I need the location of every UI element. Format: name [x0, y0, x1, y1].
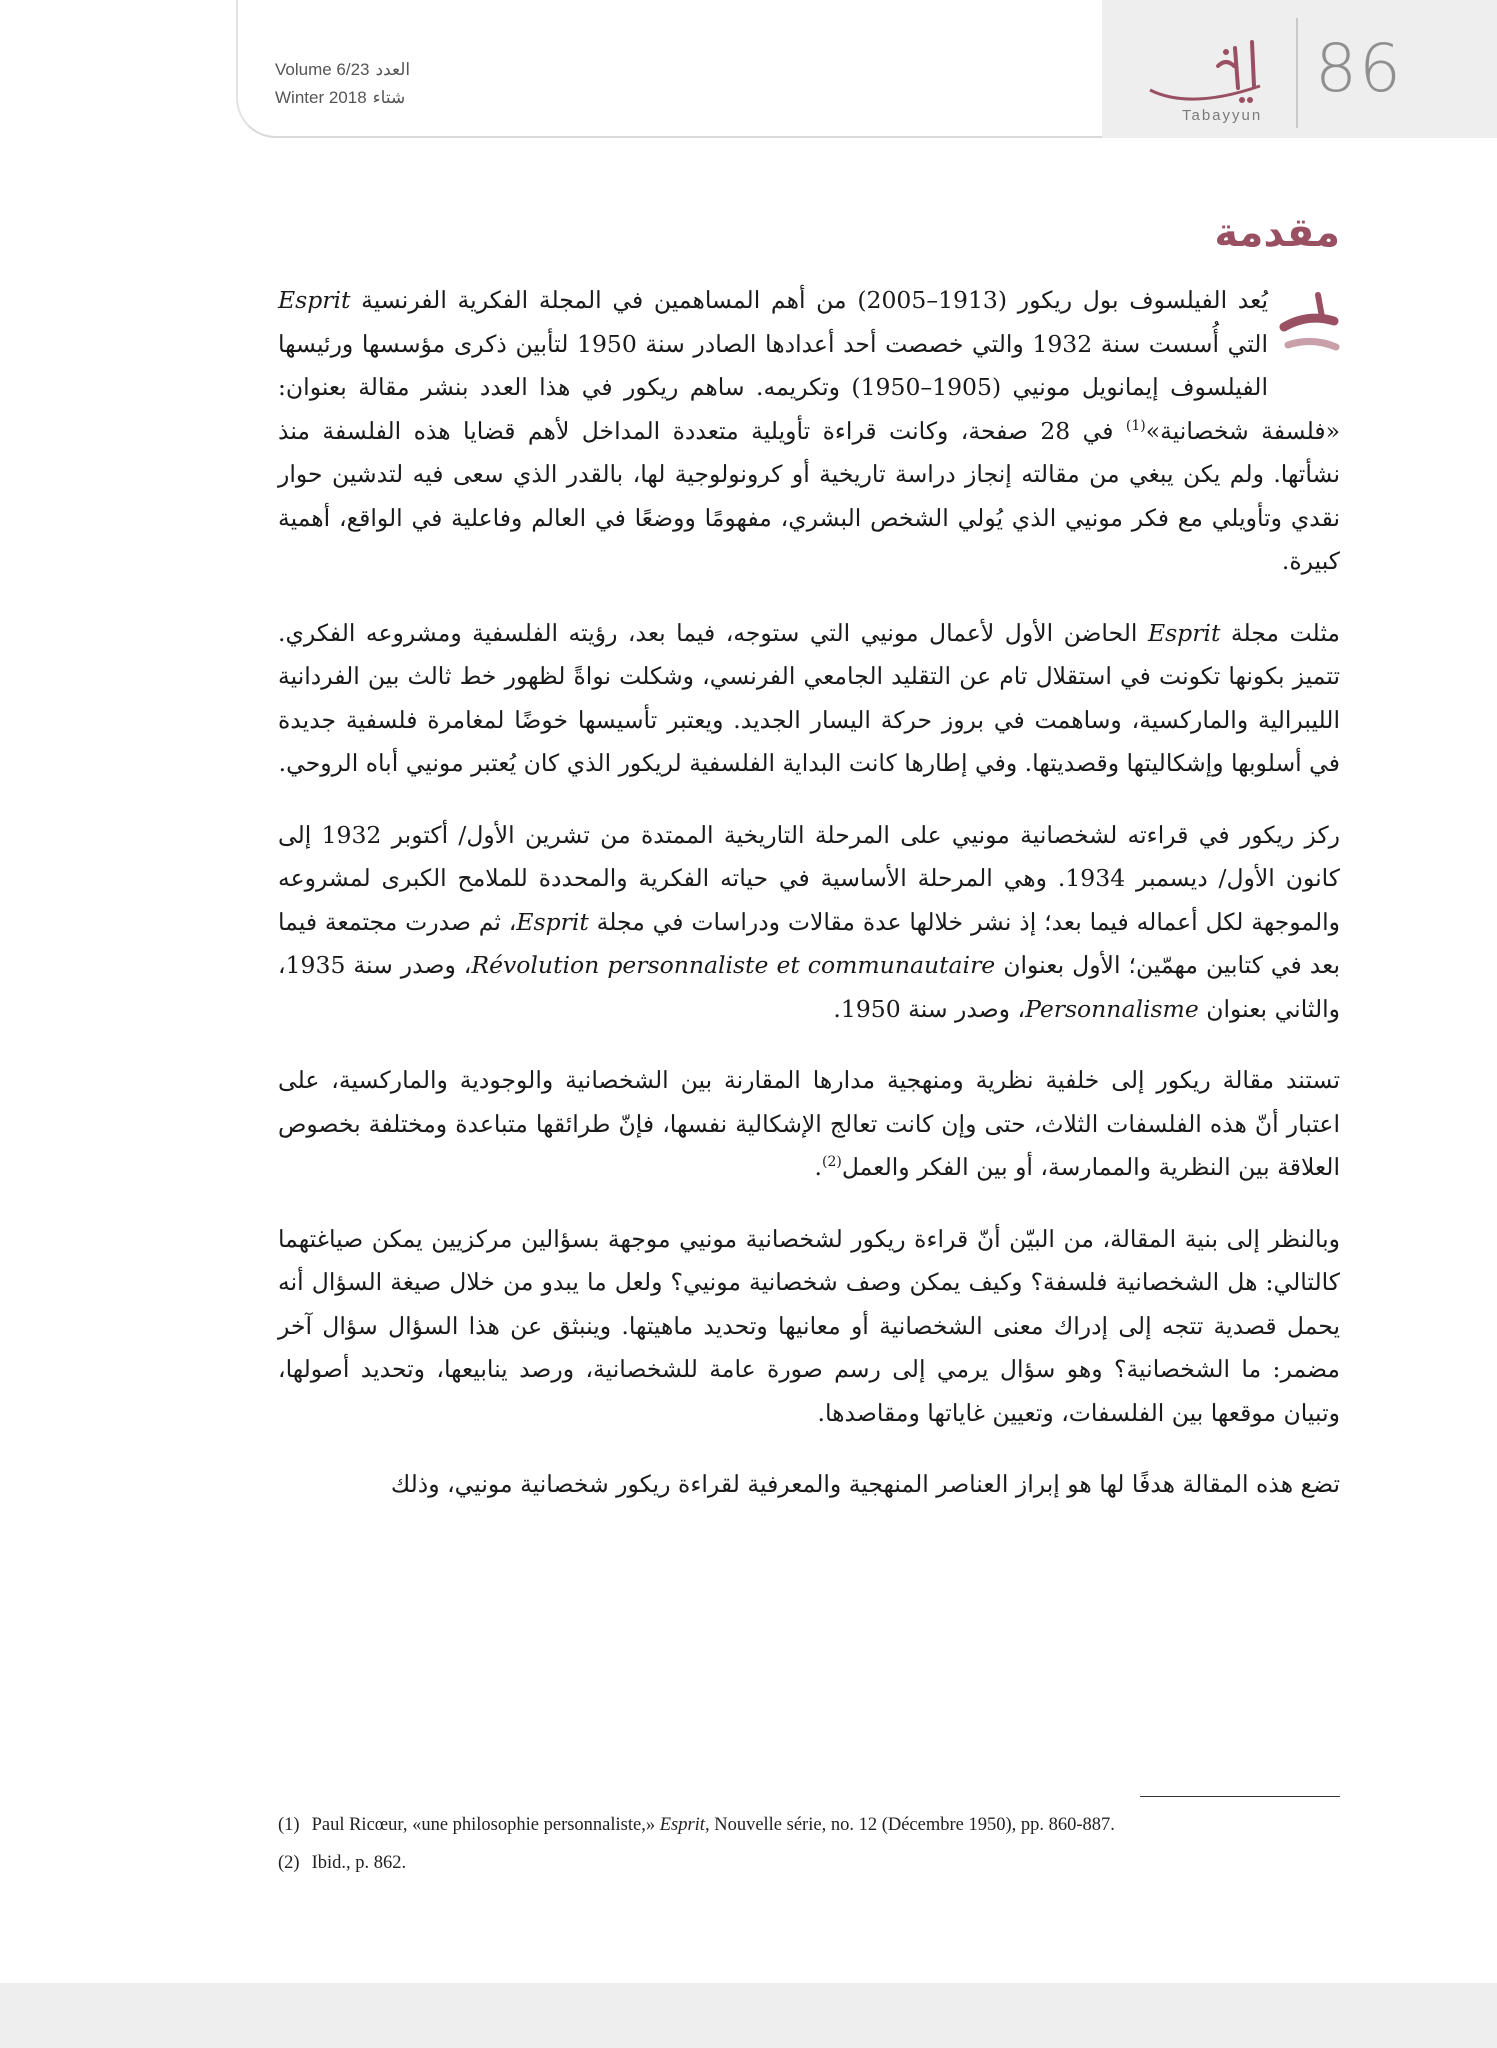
paragraph-text: التي أُسست سنة 1932 والتي خصصت أحد أعدادها الصادر سنة 1950 لتأبين ذكرى مؤسسها ورئيسها الفيلسوف إيمانويل مونيي (1905–1950) وتكريمه. ساهم ريكور في هذا العدد بنشر مقالة بعنوان: «فلسفة شخصانية»: [278, 329, 1340, 445]
article-body: [278, 205, 1340, 1507]
paragraph-text: ، وصدر سنة 1950.: [833, 994, 1026, 1023]
page-header: [0, 0, 1497, 140]
footnote-number: (2): [278, 1853, 300, 1873]
paragraph-3: [278, 814, 1340, 1032]
paragraph-text: الحاضن الأول لأعمال مونيي التي ستوجه، فيما بعد، رؤيته الفلسفية ومشروعه الفكري. تتميز بكونها تكونت في استقلال تام عن التقليد الجامعي الفرنسي، وشكلت نواةً لظهور خط ثالث بين الفردانية الليبرالية والماركسية، وساهمت في بروز حركة اليسار الجديد. ويعتبر تأسيسها خوضًا لمغامرة فلسفية جديدة في أسلوبها وإشكاليتها وقصديتها. وفي إطارها كانت البداية الفلسفية لريكور الذي كان يُعتبر مونيي أباه الروحي.: [278, 618, 1340, 777]
season-label-en: Winter 2018: [275, 88, 367, 107]
drop-cap-ornament: [1278, 287, 1340, 367]
paragraph-2: [278, 612, 1340, 786]
paragraph-text: مثلت مجلة: [1220, 618, 1340, 647]
paragraph-text: ، وصدر سنة 1935، والثاني بعنوان: [278, 951, 1340, 1023]
paragraph-text: تستند مقالة ريكور إلى خلفية نظرية ومنهجية مدارها المقارنة بين الشخصانية والوجودية والماركسية، على اعتبار أنّ هذه الفلسفات الثلاث، حتى وإن كانت تعالج الإشكالية نفسها، فإنّ طرائقها متباعدة ومختلفة بخصوص العلاقة بين النظرية والممارسة، أو بين الفكر والعمل: [278, 1066, 1340, 1181]
paragraph-text: وبالنظر إلى بنية المقالة، من البيّن أنّ قراءة ريكور لشخصانية مونيي موجهة بسؤالين مركزيين يمكن صياغتهما كالتالي: هل الشخصانية فلسفة؟ وكيف يمكن وصف شخصانية مونيي؟ ولعل ما يبدو من خلال صيغة السؤال أنه يحمل قصدية تتجه إلى إدراك معنى الشخصانية أو معانيها وتحديد ماهيتها. وينبثق عن هذا السؤال سؤال آخر مضمر: ما الشخصانية؟ وهو سؤال يرمي إلى رسم صورة عامة للشخصانية، ورصد ينابيعها، وتحديد أصولها، وتبيان موقعها بين الفلسفات، وتعيين غاياتها ومقاصدها.: [278, 1224, 1340, 1427]
journal-name: Esprit: [516, 907, 589, 936]
paragraph-text: يُعد الفيلسوف بول ريكور (1913–2005) من أهم المساهمين في المجلة الفكرية الفرنسية: [350, 286, 1268, 314]
paragraph-4: [278, 1059, 1340, 1190]
footnote-text: Paul Ricœur, «une philosophie personnaliste,»: [311, 1815, 660, 1835]
footnote-1: [278, 1806, 1340, 1844]
volume-label-ar: العدد: [375, 60, 411, 79]
book-title: Révolution personnaliste et communautaire: [471, 951, 996, 979]
footnote-2: [278, 1844, 1340, 1882]
paragraph-1: [278, 279, 1340, 584]
logo-text-en: Tabayyun: [1182, 107, 1263, 124]
volume-label-en: Volume 6/23: [275, 60, 370, 79]
page-footer: [0, 1983, 1497, 2048]
book-title: Personnalisme: [1025, 994, 1199, 1023]
footnote-ref[interactable]: (1): [1125, 417, 1146, 434]
journal-name: Esprit: [278, 286, 351, 314]
paragraph-text: ، ثم صدرت مجتمعة فيما بعد في كتابين مهمّين؛ الأول بعنوان: [278, 907, 1340, 979]
journal-name: Esprit: [1147, 618, 1221, 647]
footnote-ref[interactable]: (2): [822, 1154, 842, 1171]
tabayyun-logo: [1130, 28, 1290, 128]
paragraph-text: .: [814, 1153, 823, 1181]
volume-info: [275, 56, 410, 112]
season-label-ar: شتاء: [372, 88, 406, 107]
paragraph-5: [278, 1218, 1340, 1436]
paragraph-text: تضع هذه المقالة هدفًا لها هو إبراز العناصر المنهجية والمعرفية لقراءة ريكور شخصانية مونيي، وذلك: [390, 1470, 1340, 1498]
footnote-text: Ibid., p. 862.: [311, 1853, 407, 1873]
header-divider: [1296, 18, 1298, 128]
section-title: مقدمة: [1214, 210, 1340, 256]
footnote-number: (1): [278, 1815, 300, 1835]
footnote-text: , Nouvelle série, no. 12 (Décembre 1950), pp. 860-887.: [704, 1815, 1115, 1835]
page-number: 86: [1315, 30, 1403, 107]
footnote-journal: Esprit: [659, 1815, 705, 1835]
footnote-divider: [1140, 1796, 1340, 1797]
footnotes: [278, 1806, 1340, 1882]
season-line: [275, 84, 410, 112]
paragraph-6: [278, 1463, 1340, 1507]
paragraph-text: في 28 صفحة، وكانت قراءة تأويلية متعددة المداخل لأهم قضايا هذه الفلسفة منذ نشأتها. ولم يكن يبغي من مقالته إنجاز دراسة تاريخية أو كرونولوجية لها، بالقدر الذي سعى فيه لتدشين حوار نقدي وتأويلي مع فكر مونيي الذي يُولي الشخص البشري، مفهومًا ووضعًا في العالم وفاعلية في الواقع، أهمية كبيرة.: [278, 416, 1340, 575]
volume-line: [275, 56, 410, 84]
paragraph-text: ركز ريكور في قراءته لشخصانية مونيي على المرحلة التاريخية الممتدة من تشرين الأول/ أكتوبر 1932 إلى كانون الأول/ ديسمبر 1934. وهي المرحلة الأساسية في حياته الفكرية والمحددة للملامح الكبرى لمشروعه والموجهة لكل أعماله فيما بعد؛ إذ نشر خلالها عدة مقالات ودراسات في مجلة: [278, 820, 1340, 936]
